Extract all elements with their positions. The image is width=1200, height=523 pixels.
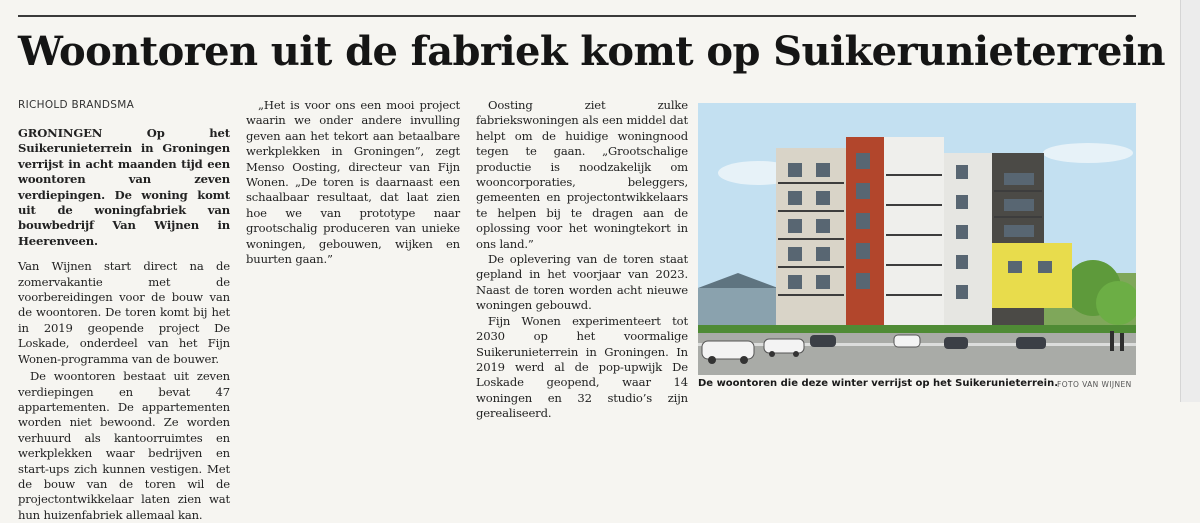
headline: Woontoren uit de fabriek komt op Suikerunieterrein <box>18 28 1165 75</box>
column-2 <box>246 98 460 267</box>
paragraph: „Het is voor ons een mooi project waarin we onder andere invulling geven aan het tekort aan betaalbare werkplekken in Groningen”, zegt Menso Oosting, directeur van Fijn Wonen. „De toren is daarnaast een schaalbaar resultaat, dat laat zien hoe we van prototype naar grootschalig produceren van unieke woningen, gebouwen, wijken en buurten gaan.” <box>246 98 460 267</box>
page-edge <box>1180 0 1200 402</box>
lead-paragraph: GRONINGEN Op het Suikerunieterrein in Groningen verrijst in acht maanden tijd een woontoren van zeven verdiepingen. De woning komt uit de woningfabriek van bouwbedrijf Van Wijnen in Heerenveen. <box>18 126 230 248</box>
column-1 <box>18 126 230 523</box>
paragraph: Oosting ziet zulke fabriekswoningen als een middel dat helpt om de huidige woningnood tegen te gaan. „Grootschalige productie is noodzakelijk om wooncorporaties, beleggers, gemeenten en projectontwikkelaars te helpen bij te dragen aan de oplossing voor het woningtekort in ons land.” <box>476 98 688 251</box>
paragraph: Van Wijnen start direct na de zomervakantie met de voorbereidingen voor de bouw van de woontoren. De toren komt bij het in 2019 geopende project De Loskade, onderdeel van het Fijn Wonen-programma van de bouwer. <box>18 259 230 366</box>
photo-credit: FOTO VAN WIJNEN <box>1057 380 1132 389</box>
building-photo <box>698 103 1136 375</box>
paragraph: De woontoren bestaat uit zeven verdiepingen en bevat 47 appartementen. De appartementen worden niet bewoond. Ze worden verhuurd als kantoorruimtes en werkplekken waar bedrijven en start-ups zich kunnen vestigen. Met de bouw van de toren wil de projectontwikkelaar laten zien wat hun huizenfabriek allemaal kan. <box>18 369 230 522</box>
byline: RICHOLD BRANDSMA <box>18 99 135 111</box>
top-rule <box>18 15 1136 17</box>
photo-caption: De woontoren die deze winter verrijst op het Suikerunieterrein. <box>698 378 1059 389</box>
paragraph: De oplevering van de toren staat gepland in het voorjaar van 2023. Naast de toren worden acht nieuwe woningen gebouwd. <box>476 252 688 313</box>
building-illustration <box>698 103 1136 375</box>
column-3 <box>476 98 688 422</box>
paragraph: Fijn Wonen experimenteert tot 2030 op het voormalige Suikerunieterrein in Groningen. In 2019 werd al de pop-upwijk De Loskade geopend, waar 14 woningen en 32 studio’s zijn gerealiseerd. <box>476 313 688 421</box>
